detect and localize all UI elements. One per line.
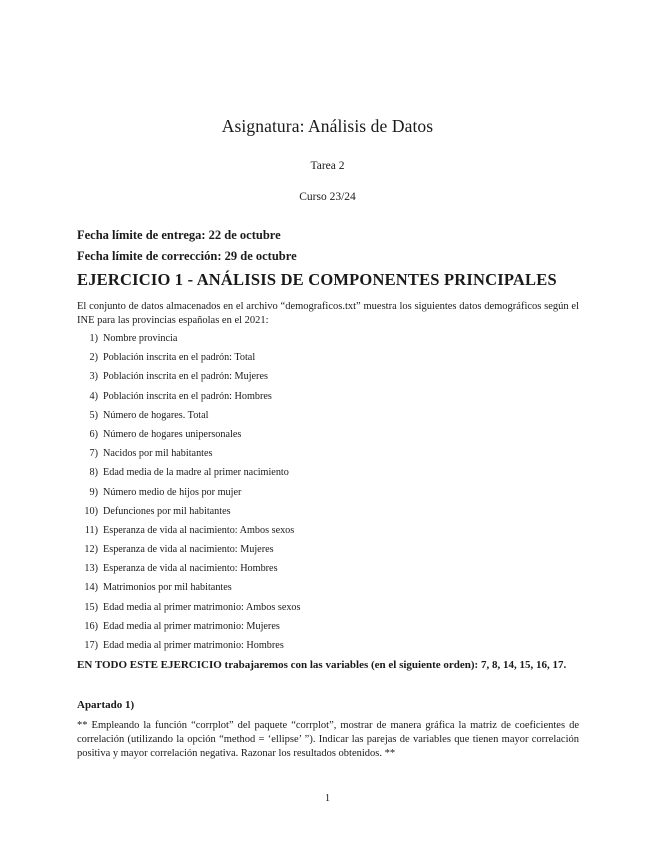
variable-list-item bbox=[77, 581, 301, 600]
variable-list-item bbox=[77, 428, 301, 447]
variable-number: 1) bbox=[89, 333, 98, 344]
variable-number: 16) bbox=[84, 620, 98, 632]
variable-label: Edad media al primer matrimonio: Mujeres bbox=[103, 620, 280, 632]
variable-number: 7) bbox=[89, 448, 98, 460]
variable-number: 13) bbox=[84, 563, 98, 575]
document-title: Asignatura: Análisis de Datos bbox=[221, 116, 434, 136]
section-title: Apartado 1) bbox=[77, 699, 135, 711]
correction-deadline: Fecha límite de corrección: 29 de octubre bbox=[77, 249, 297, 263]
variable-list-item bbox=[77, 524, 301, 543]
intro-paragraph: El conjunto de datos almacenados en el archivo “demograficos.txt” muestra los siguientes datos demográficos según el INE para las provincias españolas en el 2021: bbox=[77, 301, 579, 326]
variable-label: Número medio de hijos por mujer bbox=[103, 486, 242, 498]
variable-label: Defunciones por mil habitantes bbox=[103, 505, 231, 517]
variable-label: Población inscrita en el padrón: Hombres bbox=[103, 390, 272, 402]
variable-list bbox=[77, 332, 301, 658]
variable-label: Número de hogares. Total bbox=[103, 409, 209, 421]
variable-list-item bbox=[77, 332, 301, 351]
variable-list-item bbox=[77, 486, 301, 505]
variable-label: Matrimonios por mil habitantes bbox=[103, 582, 232, 594]
variable-label: Edad media de la madre al primer nacimiento bbox=[103, 467, 289, 479]
variable-label: Esperanza de vida al nacimiento: Hombres bbox=[103, 563, 278, 575]
variable-number: 10) bbox=[84, 505, 98, 517]
variable-list-item bbox=[77, 601, 301, 620]
section-text: ** Empleando la función “corrplot” del paquete “corrplot”, mostrar de manera gráfica la matriz de coeficientes de correlación (utilizando la opción “method = ‘ellipse’ ”). Indicar las parejas de variables que tienen mayor correlación positiva y mayor correlación negativa. Razonar los resultados obtenidos. ** bbox=[77, 720, 579, 759]
variable-label: Edad media al primer matrimonio: Hombres bbox=[103, 640, 284, 651]
page-number: 1 bbox=[324, 793, 331, 804]
variable-number: 6) bbox=[89, 428, 98, 440]
task-label: Tarea 2 bbox=[310, 160, 345, 172]
variable-number: 17) bbox=[84, 640, 98, 651]
variable-list-item bbox=[77, 505, 301, 524]
variable-label: Número de hogares unipersonales bbox=[103, 428, 242, 440]
variable-number: 14) bbox=[84, 582, 98, 594]
variable-number: 15) bbox=[84, 601, 98, 613]
variable-label: Población inscrita en el padrón: Total bbox=[103, 352, 256, 364]
variable-label: Nacidos por mil habitantes bbox=[103, 448, 213, 460]
variable-label: Población inscrita en el padrón: Mujeres bbox=[103, 371, 268, 383]
variable-list-item bbox=[77, 447, 301, 466]
variable-list-item bbox=[77, 562, 301, 581]
variable-list-item bbox=[77, 543, 301, 562]
variable-number: 9) bbox=[89, 486, 98, 498]
variable-number: 2) bbox=[89, 352, 98, 364]
variable-number: 8) bbox=[89, 467, 98, 479]
variable-number: 5) bbox=[89, 409, 98, 421]
variable-label: Esperanza de vida al nacimiento: Ambos sexos bbox=[103, 524, 295, 536]
variable-list-item bbox=[77, 409, 301, 428]
exercise-heading: EJERCICIO 1 - ANÁLISIS DE COMPONENTES PRINCIPALES bbox=[77, 270, 557, 289]
variable-list-item bbox=[77, 639, 301, 658]
exercise-note: EN TODO ESTE EJERCICIO trabajaremos con las variables (en el siguiente orden): 7, 8, 14, 15, 16, 17. bbox=[77, 659, 567, 671]
delivery-deadline: Fecha límite de entrega: 22 de octubre bbox=[77, 228, 281, 242]
variable-label: Edad media al primer matrimonio: Ambos sexos bbox=[103, 601, 301, 613]
variable-list-item bbox=[77, 351, 301, 370]
variable-number: 11) bbox=[84, 524, 98, 536]
variable-list-item bbox=[77, 390, 301, 409]
variable-list-item bbox=[77, 370, 301, 389]
variable-list-item bbox=[77, 620, 301, 639]
variable-number: 3) bbox=[89, 371, 98, 383]
variable-label: Esperanza de vida al nacimiento: Mujeres bbox=[103, 544, 274, 556]
variable-list-item bbox=[77, 466, 301, 485]
variable-number: 12) bbox=[84, 544, 98, 556]
variable-number: 4) bbox=[89, 390, 98, 402]
course-label: Curso 23/24 bbox=[299, 191, 356, 203]
variable-label: Nombre provincia bbox=[103, 333, 178, 344]
